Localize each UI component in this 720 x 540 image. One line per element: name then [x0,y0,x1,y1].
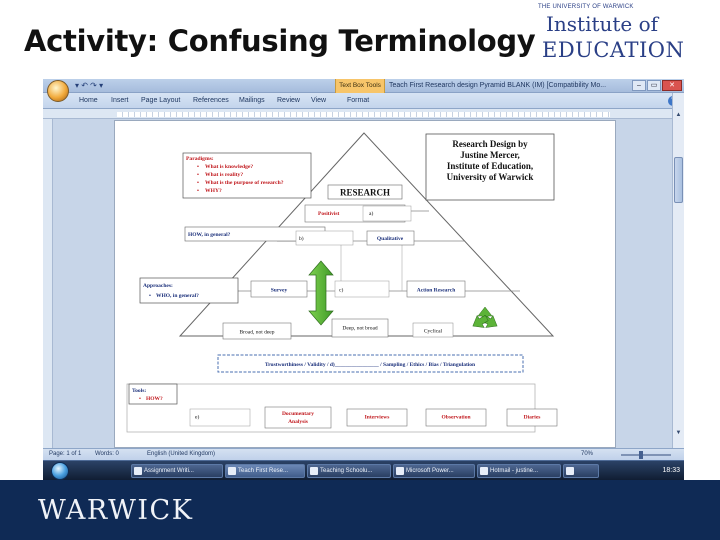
taskbar-item[interactable]: Teach First Rese... [225,464,305,478]
maximize-button[interactable]: ▭ [647,80,661,91]
start-button[interactable] [51,462,69,480]
svg-text:•: • [139,396,141,402]
ribbon-tabs [43,93,684,109]
system-clock[interactable]: 18:33 [662,467,680,474]
tab-review[interactable]: Review [277,97,300,104]
tab-mailings[interactable]: Mailings [239,97,265,104]
interviews-label: Interviews [364,414,390,421]
blank-c[interactable]: c) [339,287,344,294]
deep-not-broad-label: Deep, not broad [342,325,378,332]
positivist-label: Positivist [318,211,340,217]
logo-university-line: THE UNIVERSITY OF WARWICK [538,4,634,10]
blank-e[interactable]: e) [195,414,200,421]
paradigm-item: WHY? [205,188,222,194]
taskbar-item[interactable]: Hotmail - justine... [477,464,561,478]
svg-text:•: • [149,293,151,299]
approaches-box [140,278,238,303]
word-count[interactable]: Words: 0 [95,451,119,457]
trustworthiness-label: Trustworthiness / Validity / d)________________ / Sampling / Ethics / Bias / Triangulation [264,362,476,368]
cyclical-label: Cyclical [423,328,443,335]
paradigm-item: What is the purpose of research? [205,180,284,186]
author-line-1: Research Design by [452,139,528,149]
how-general-label: HOW, in general? [188,232,231,238]
word-window-screenshot [43,79,684,480]
taskbar-item[interactable] [563,464,599,478]
tab-page-layout[interactable]: Page Layout [141,97,181,104]
recycle-icon [469,307,500,332]
observation-label: Observation [441,414,471,421]
logo-line-1: Institute of [546,12,659,36]
tab-format[interactable]: Format [347,97,370,104]
zoom-slider-thumb[interactable] [639,451,643,459]
double-arrow-icon [309,261,333,325]
svg-text:•: • [197,164,199,170]
taskbar-item[interactable]: Assignment Writi... [131,464,223,478]
slide-title: Activity: Confusing Terminology [24,24,536,58]
quick-access-toolbar[interactable]: ▾ ↶ ↷ ▾ [75,81,104,90]
status-bar [43,448,684,460]
survey-label: Survey [270,287,288,294]
tools-heading: Tools: [132,388,147,394]
text-box-tools-tab[interactable]: Text Box Tools [335,79,385,93]
zoom-level[interactable]: 70% [581,451,594,457]
word-title-bar [43,79,684,93]
vertical-scrollbar[interactable] [672,93,684,448]
window-controls [632,80,682,92]
svg-text:•: • [197,188,199,194]
author-line-2: Justine Mercer, [460,150,520,160]
page-count[interactable]: Page: 1 of 1 [49,451,82,457]
minimize-button[interactable]: – [632,80,646,91]
institute-of-education-logo [534,4,685,74]
zoom-slider[interactable] [621,454,671,456]
blank-b[interactable]: b) [299,236,304,242]
paradigm-item: What is reality? [205,172,244,178]
taskbar-item[interactable]: Teaching Schoolu... [307,464,391,478]
horizontal-ruler[interactable] [43,109,684,119]
windows-taskbar [43,460,684,480]
broad-not-deep-label: Broad, not deep [239,329,275,336]
approaches-heading: Approaches: [143,283,173,289]
warwick-logo: WARWICK [38,495,194,526]
diaries-label: Diaries [523,414,541,421]
paradigm-item: What is knowledge? [205,164,254,170]
paradigms-heading: Paradigms: [186,156,214,162]
qualitative-label: Qualitative [376,236,404,242]
tab-home[interactable]: Home [79,97,98,104]
approaches-item: WHO, in general? [156,293,199,299]
tab-insert[interactable]: Insert [111,97,129,104]
author-line-3: Institute of Education, [446,161,534,171]
scroll-down-arrow-icon[interactable]: ▼ [675,430,682,436]
blank-a[interactable]: a) [369,211,374,217]
tools-item: HOW? [146,396,163,402]
svg-text:•: • [197,180,199,186]
scroll-thumb[interactable] [674,157,683,203]
logo-line-2: EDUCATION [542,38,685,62]
research-pyramid-diagram [115,121,617,449]
tab-references[interactable]: References [193,97,229,104]
document-title: Teach First Research design Pyramid BLANK (IM) [Compatibility Mo... [389,82,607,89]
scroll-up-arrow-icon[interactable]: ▲ [675,112,682,118]
vertical-ruler[interactable] [43,119,53,448]
tab-view[interactable]: View [311,97,327,104]
action-research-label: Action Research [416,287,456,294]
svg-text:•: • [197,172,199,178]
research-apex-label: RESEARCH [339,187,391,198]
taskbar-item[interactable]: Microsoft Power... [393,464,475,478]
documentary-analysis-label: Documentary [281,411,315,417]
language-status[interactable]: English (United Kingdom) [147,451,216,457]
office-button[interactable] [47,80,69,102]
svg-text:Analysis: Analysis [288,419,308,425]
document-page[interactable] [114,120,616,448]
author-line-4: University of Warwick [446,172,534,182]
close-button[interactable]: ✕ [662,80,682,91]
